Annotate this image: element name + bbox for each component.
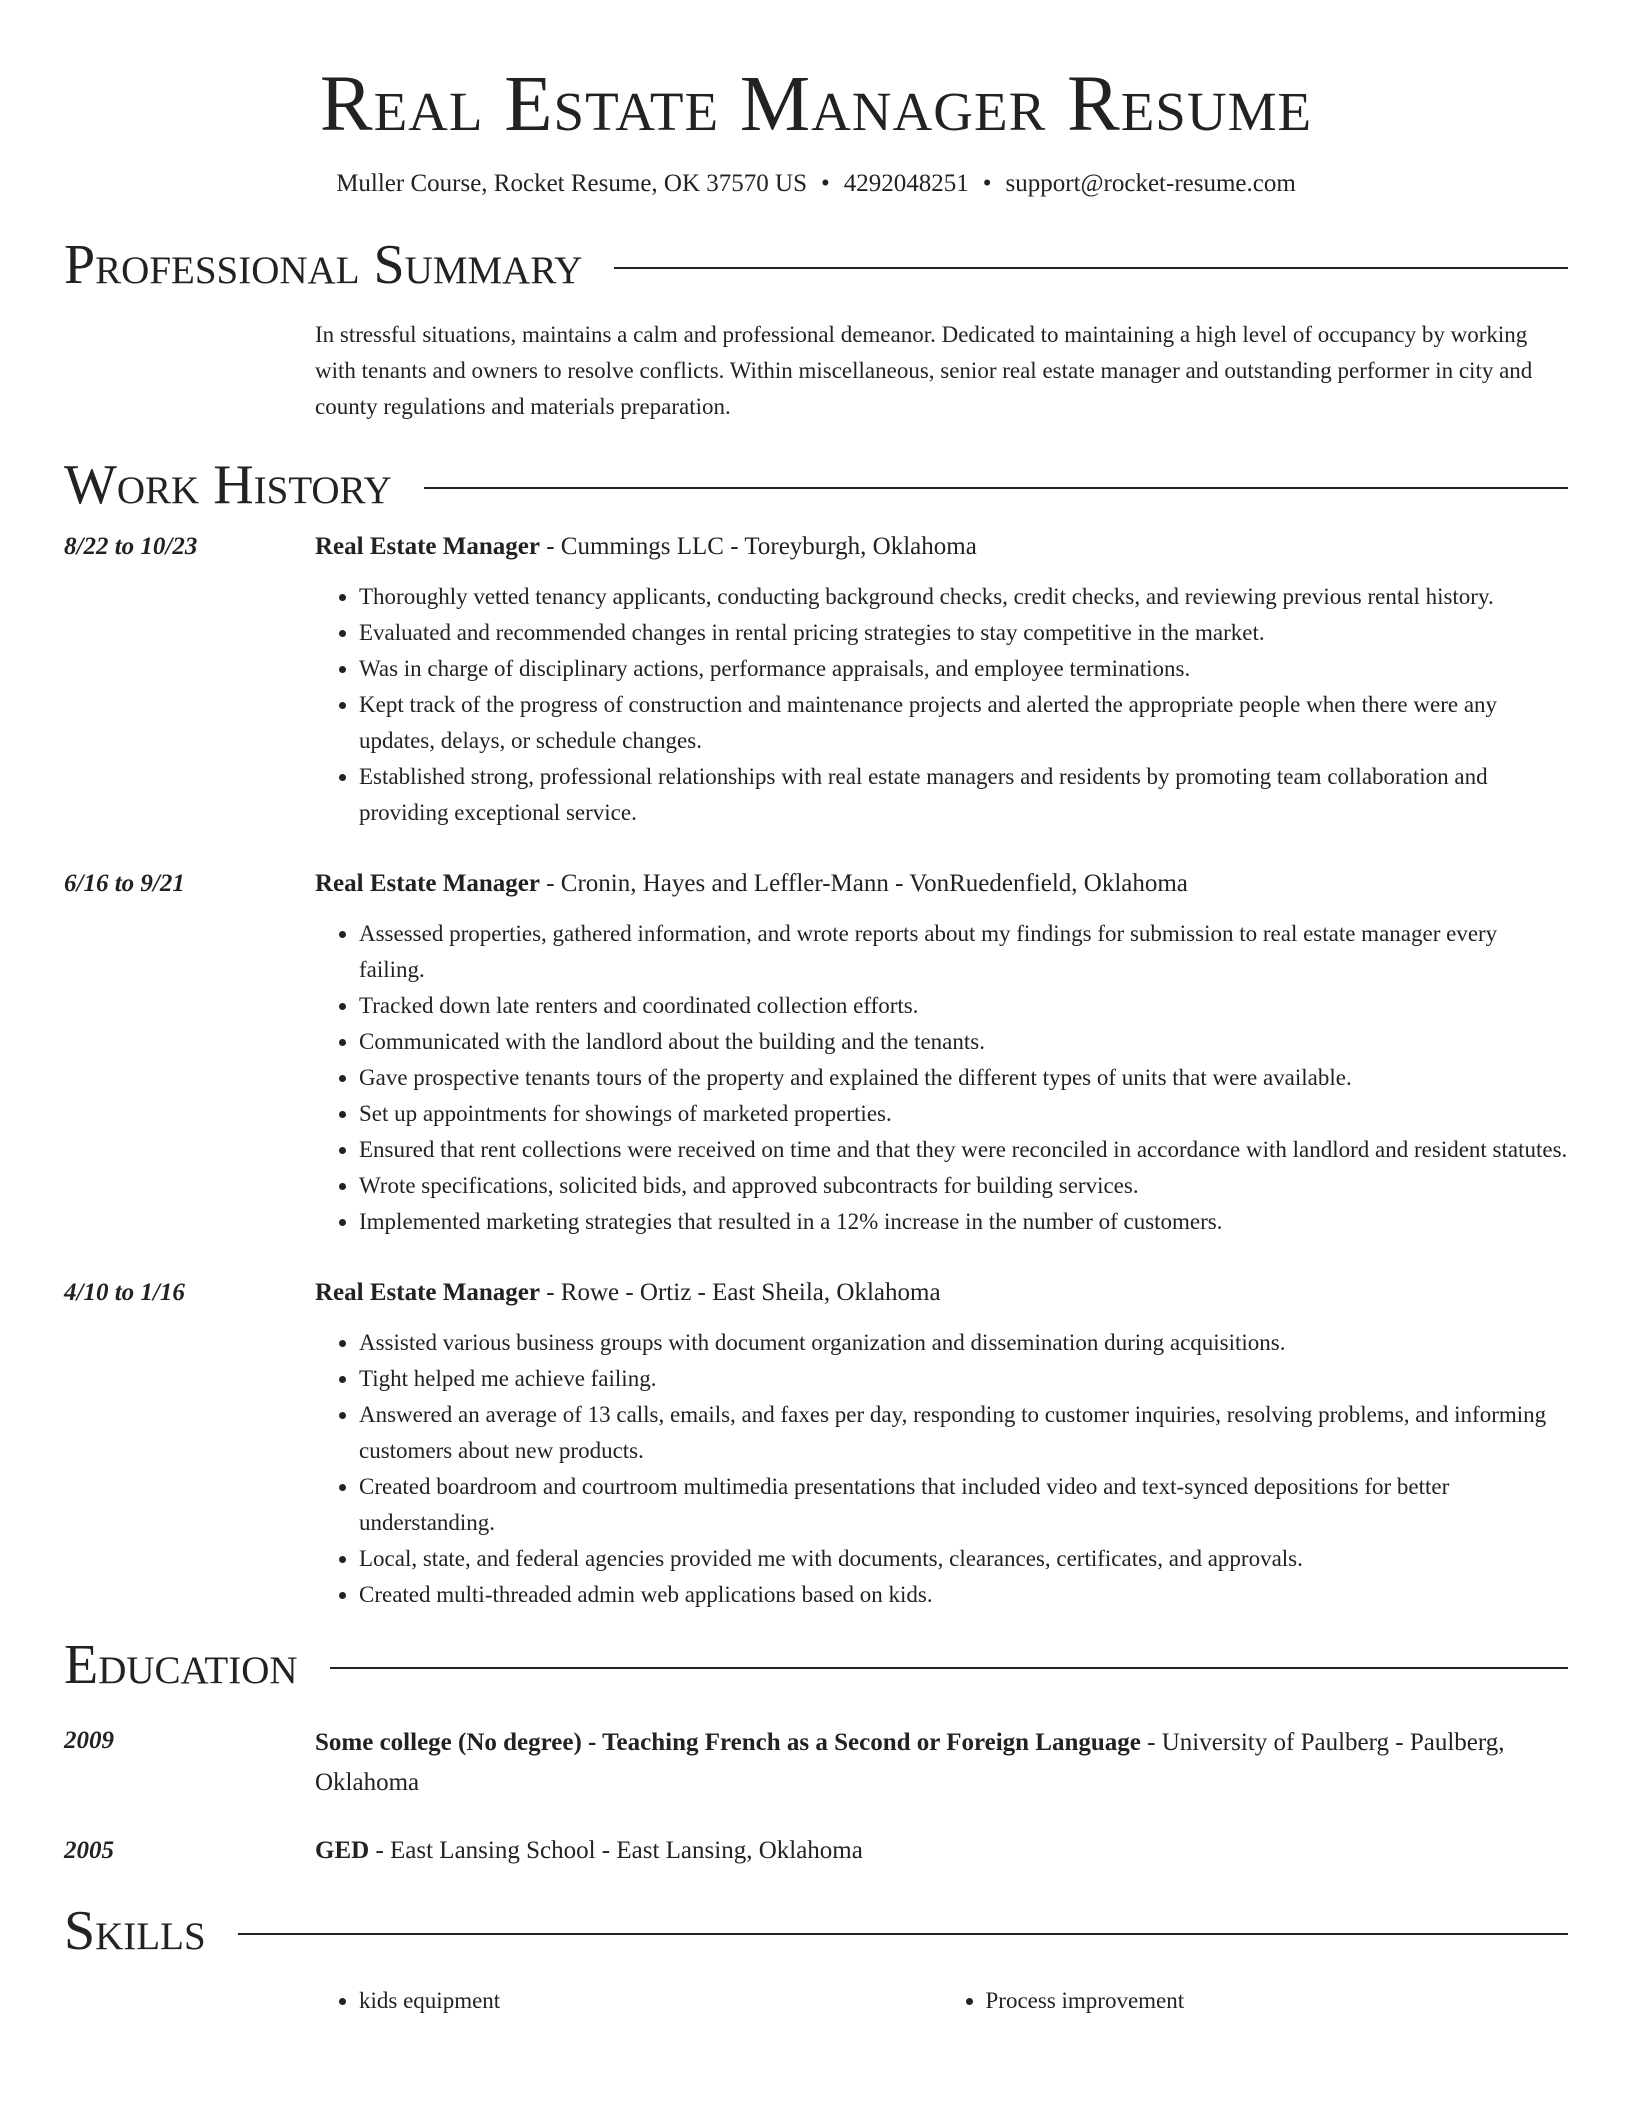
education-body xyxy=(315,1723,1568,1803)
job-bullet: • Created multi-threaded admin web applications based on kids. xyxy=(359,1577,1568,1613)
job-bullet: • Established strong, professional relationships with real estate managers and residents by promoting team collaboration and providing exceptional service. xyxy=(359,759,1568,831)
contact-separator: • xyxy=(820,170,830,197)
job-title: Real Estate Manager xyxy=(315,870,540,897)
job-dates: 6/16 to 9/21 xyxy=(64,870,185,897)
education-entry xyxy=(64,1723,1568,1803)
job-details: - Rowe - Ortiz - East Sheila, Oklahoma xyxy=(539,1279,941,1306)
job-title: Real Estate Manager xyxy=(315,1279,540,1306)
summary-text: In stressful situations, maintains a calm and professional demeanor. Dedicated to maintaining a high level of occupancy by working with tenants and owners to resolve conflicts. Within miscellaneous, senior real estate manager and outstanding performer in city and county regulations and materials preparation. xyxy=(315,322,1533,419)
section-divider xyxy=(330,1667,1568,1669)
job-bullet: • Wrote specifications, solicited bids, and approved subcontracts for building services. xyxy=(359,1168,1568,1204)
job-bullet: • Set up appointments for showings of marketed properties. xyxy=(359,1096,1568,1132)
job-bullet: • Local, state, and federal agencies provided me with documents, clearances, certificates, and approvals. xyxy=(359,1541,1568,1577)
job-details: - Cronin, Hayes and Leffler-Mann - VonRuedenfield, Oklahoma xyxy=(539,870,1188,897)
job-entry xyxy=(64,866,1568,1240)
job-dates: 8/22 to 10/23 xyxy=(64,533,198,560)
skills-column xyxy=(315,1983,942,2019)
job-bullets xyxy=(315,1325,1568,1613)
job-bullet: • Created boardroom and courtroom multimedia presentations that included video and text-synced depositions for better understanding. xyxy=(359,1469,1568,1541)
summary-section-heading xyxy=(64,235,1568,295)
job-bullet: • Assessed properties, gathered information, and wrote reports about my findings for submission to real estate manager every failing. xyxy=(359,916,1568,988)
contact-email: support@rocket-resume.com xyxy=(1005,170,1296,197)
job-body xyxy=(315,866,1568,1240)
job-bullets xyxy=(315,916,1568,1240)
job-dates: 4/10 to 1/16 xyxy=(64,1279,185,1306)
skills-column xyxy=(942,1983,1569,2019)
job-bullet: • Tight helped me achieve failing. xyxy=(359,1361,1568,1397)
job-bullet: • Assisted various business groups with document organization and dissemination during acquisitions. xyxy=(359,1325,1568,1361)
job-details: - Cummings LLC - Toreyburgh, Oklahoma xyxy=(539,533,977,560)
job-body xyxy=(315,529,1568,831)
job-bullet: • Was in charge of disciplinary actions, performance appraisals, and employee terminations. xyxy=(359,651,1568,687)
education-degree: Some college (No degree) - Teaching French as a Second or Foreign Language xyxy=(315,1729,1141,1756)
education-heading-label: Education xyxy=(64,1634,298,1696)
education-year: 2009 xyxy=(64,1727,114,1754)
education-entry xyxy=(64,1833,1568,1869)
job-bullet: • Communicated with the landlord about the building and the tenants. xyxy=(359,1024,1568,1060)
education-degree: GED xyxy=(315,1837,370,1864)
education-body xyxy=(315,1833,1568,1869)
job-bullets xyxy=(315,579,1568,831)
job-heading xyxy=(315,1275,1568,1311)
work-heading-label: Work History xyxy=(64,454,392,516)
job-bullet: • Evaluated and recommended changes in rental pricing strategies to stay competitive in the market. xyxy=(359,615,1568,651)
section-divider xyxy=(424,487,1568,489)
job-body xyxy=(315,1275,1568,1613)
job-title: Real Estate Manager xyxy=(315,533,540,560)
resume-title: Real Estate Manager Resume xyxy=(319,61,1313,148)
skill-item: • Process improvement xyxy=(986,1983,1569,2019)
section-divider xyxy=(614,267,1568,269)
work-section-heading xyxy=(64,455,1568,515)
job-entry xyxy=(64,529,1568,831)
contact-line xyxy=(64,169,1568,199)
skills-section-heading xyxy=(64,1901,1568,1961)
job-heading xyxy=(315,866,1568,902)
job-bullet: • Implemented marketing strategies that resulted in a 12% increase in the number of customers. xyxy=(359,1204,1568,1240)
skills-list xyxy=(315,1983,1568,2019)
education-details: - University of Paulberg - Paulberg, Oklahoma xyxy=(315,1729,1505,1796)
job-bullet: • Kept track of the progress of construction and maintenance projects and alerted the appropriate people when there were any updates, delays, or schedule changes. xyxy=(359,687,1568,759)
job-entry xyxy=(64,1275,1568,1613)
job-bullet: • Thoroughly vetted tenancy applicants, conducting background checks, credit checks, and reviewing previous rental history. xyxy=(359,579,1568,615)
resume-page xyxy=(64,0,1568,2019)
job-bullet: • Answered an average of 13 calls, emails, and faxes per day, responding to customer inquiries, resolving problems, and informing customers about new products. xyxy=(359,1397,1568,1469)
skills-heading-label: Skills xyxy=(64,1900,206,1962)
job-bullet: • Gave prospective tenants tours of the property and explained the different types of units that were available. xyxy=(359,1060,1568,1096)
summary-heading-label: Professional Summary xyxy=(64,234,583,296)
contact-address: Muller Course, Rocket Resume, OK 37570 US xyxy=(336,170,807,197)
education-section-heading xyxy=(64,1635,1568,1695)
education-details: - East Lansing School - East Lansing, Oklahoma xyxy=(369,1837,863,1864)
job-bullet: • Ensured that rent collections were received on time and that they were reconciled in accordance with landlord and resident statutes. xyxy=(359,1132,1568,1168)
contact-separator: • xyxy=(982,170,992,197)
education-line xyxy=(315,1723,1568,1803)
section-divider xyxy=(238,1933,1568,1935)
skill-item: • kids equipment xyxy=(359,1983,942,2019)
contact-phone: 4292048251 xyxy=(843,170,969,197)
job-heading xyxy=(315,529,1568,565)
education-year: 2005 xyxy=(64,1837,114,1864)
education-line xyxy=(315,1833,1568,1869)
job-bullet: • Tracked down late renters and coordinated collection efforts. xyxy=(359,988,1568,1024)
